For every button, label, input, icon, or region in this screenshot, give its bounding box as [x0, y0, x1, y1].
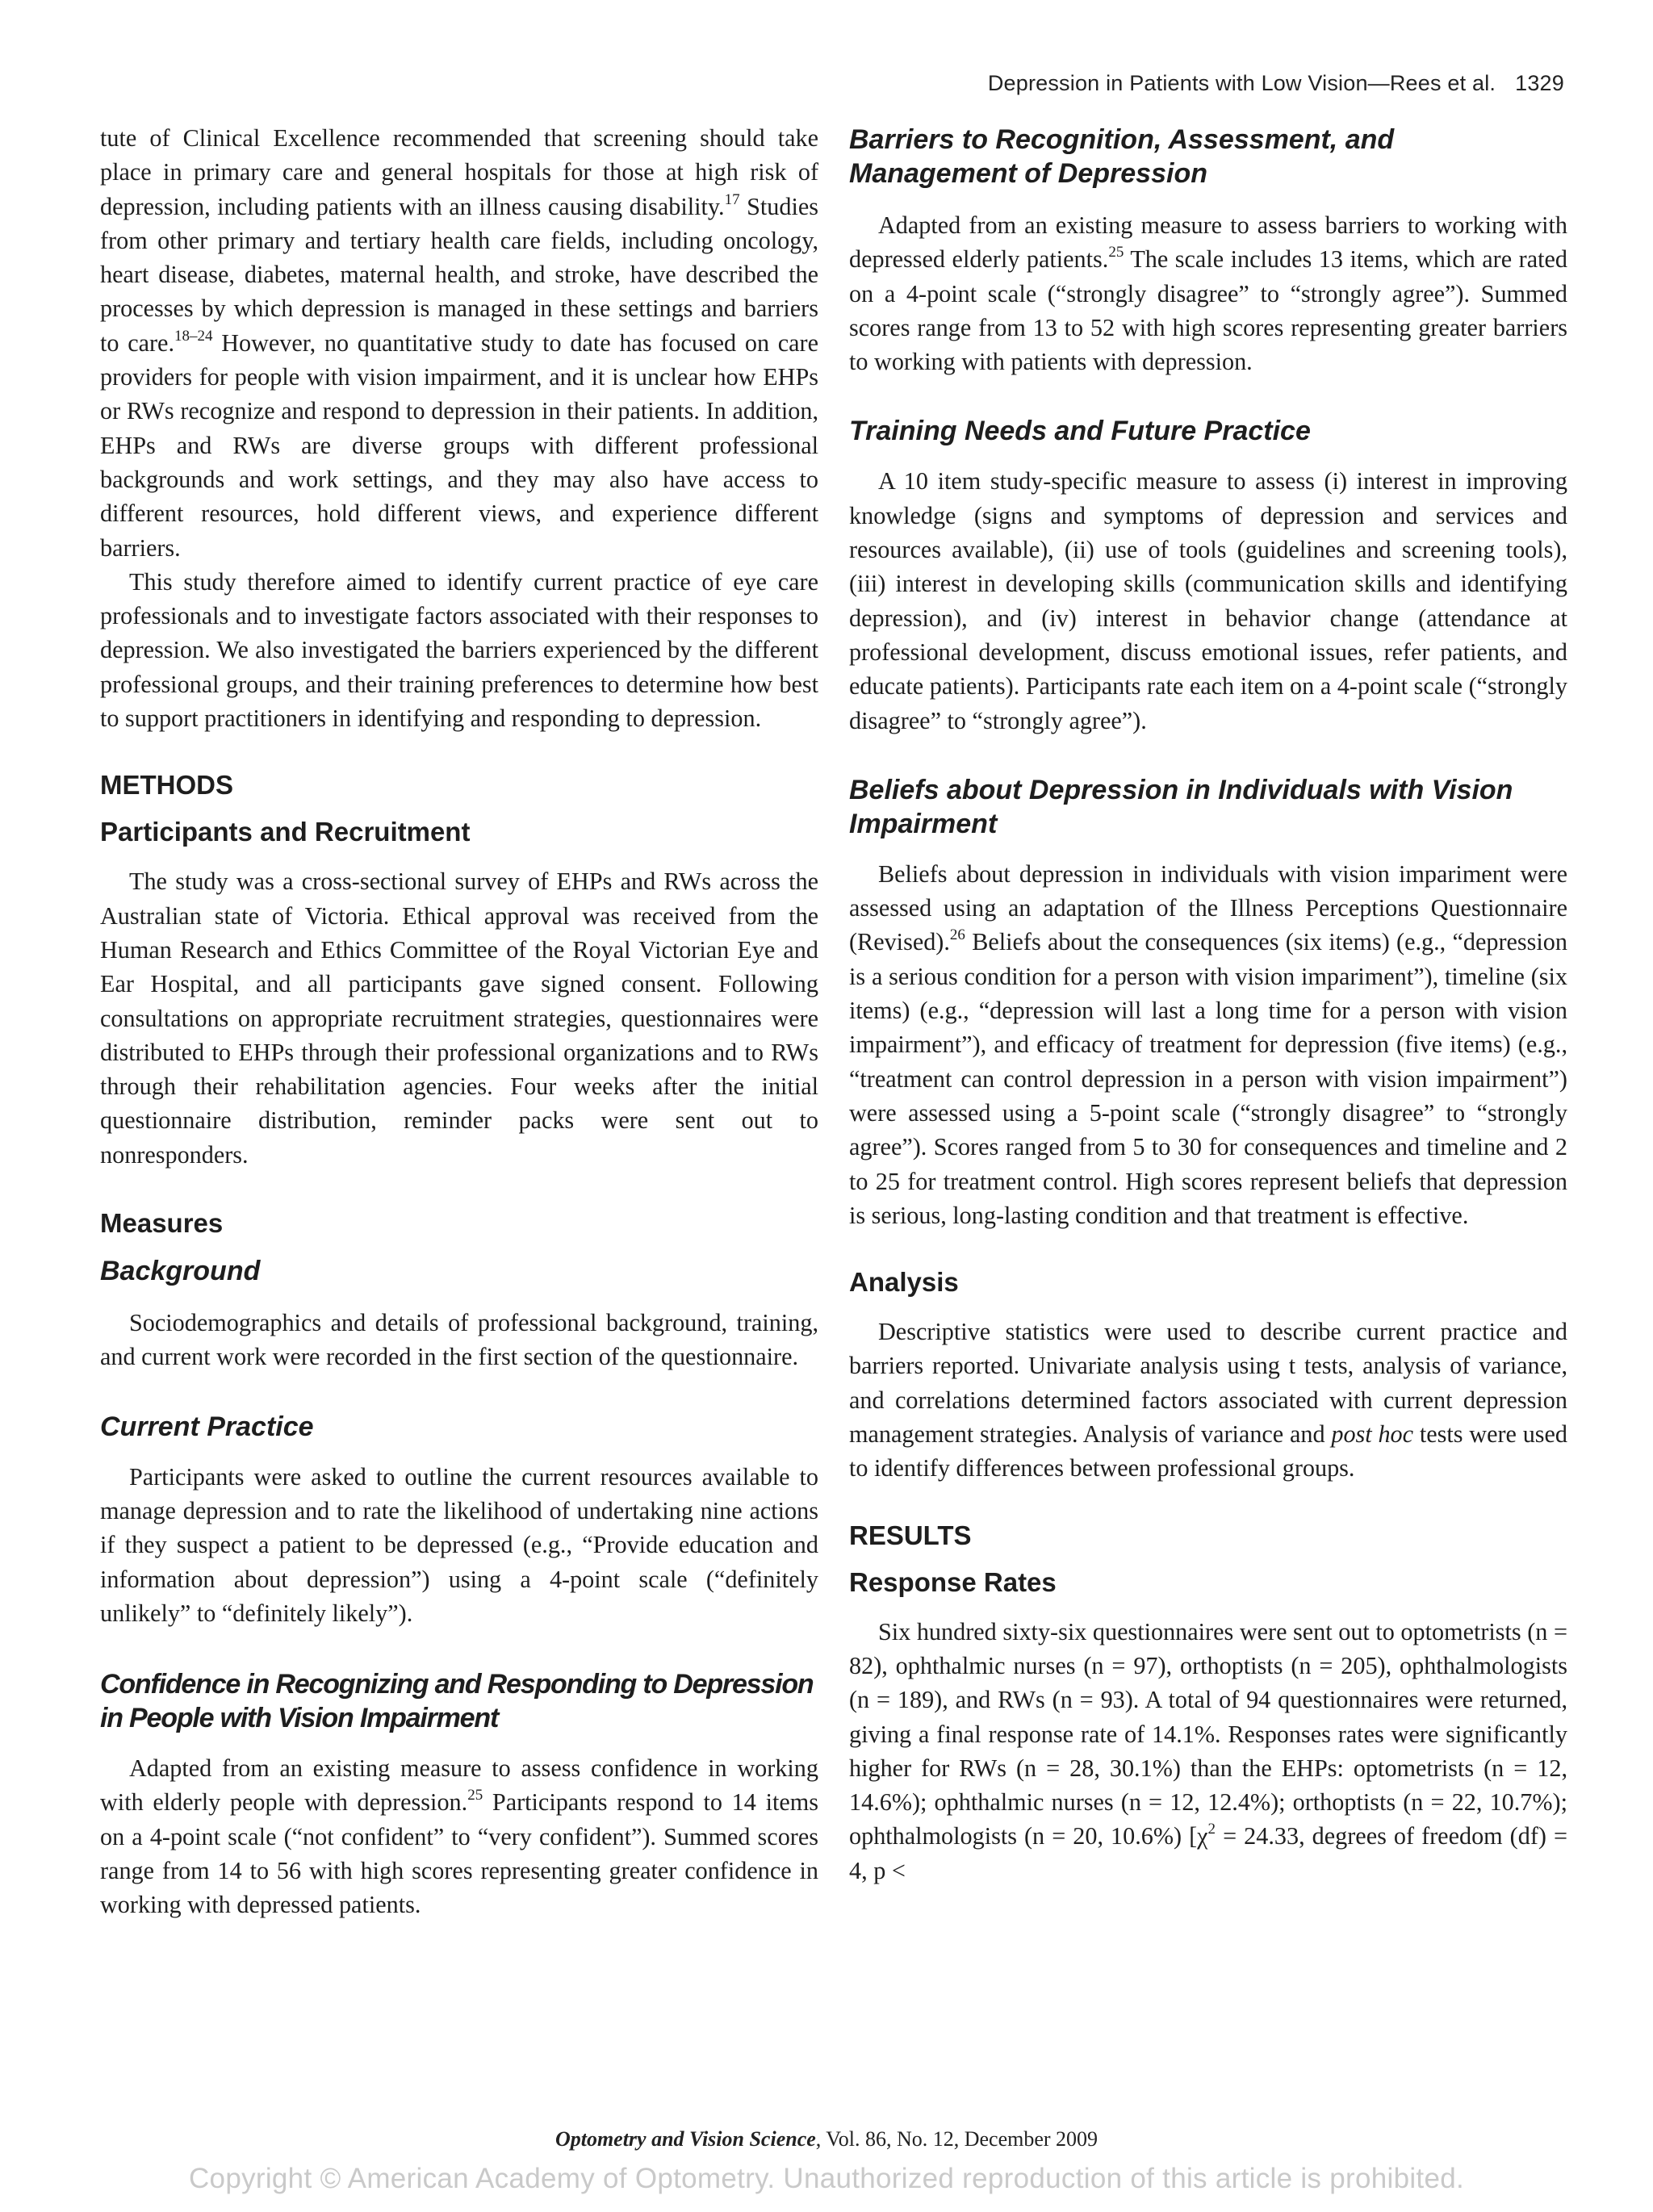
right-column — [849, 123, 1567, 1888]
paragraph-participants: The study was a cross-sectional survey of EHPs and RWs across the Australian state of Victoria. Ethical approval was received from the Human Research and Ethics Committee of the Royal Victorian Eye and Ear Hospital, and all participants gave signed consent. Following consultations on appropriate recruitment strategies, questionnaires were distributed to EHPs through their professional organizations and to RWs through their rehabilitation agencies. Four weeks after the initial questionnaire distribution, reminder packs were sent out to nonresponders. — [100, 868, 818, 1169]
citation-25[interactable]: 25 — [467, 1787, 483, 1804]
heading-barriers: Barriers to Recognition, Assessment, and Management of Depression — [849, 124, 1395, 189]
citation-25[interactable]: 25 — [1108, 244, 1124, 261]
left-column — [100, 121, 818, 1922]
heading-training: Training Needs and Future Practice — [849, 416, 1311, 447]
journal-footer — [0, 2127, 1653, 2151]
citation-17[interactable]: 17 — [724, 190, 740, 208]
heading-background: Background — [100, 1256, 261, 1287]
copyright-watermark: Copyright © American Academy of Optometry. Unauthorized reproduction of this article is prohibited. — [188, 2163, 1465, 2194]
heading-methods: METHODS — [100, 770, 233, 801]
paragraph-beliefs: Beliefs about depression in individuals with vision impariment were assessed using an adaptation of the Illness Perceptions Questionnaire (Revised).$^{26}$ Beliefs about the consequences (six items) (e.g., “depression is a serious condition for a person with vision impariment”), timeline (six items) (e.g., “depression will last a long time for a person with vision impairment”), and efficacy of treatment for depression (five items) (e.g., “treatment can control depression in a person with vision impairment”) were assessed using a 5-point scale (“strongly disagree” to “strongly agree”). Scores ranged from 5 to 30 for consequences and timeline and 2 to 25 for treatment control. High scores represent beliefs that depression is serious, long-lasting condition and that treatment is effective. — [849, 859, 1567, 1229]
paragraph-confidence: Adapted from an existing measure to assess confidence in working with elderly people with depression.$^{25}$ Participants respond to 14 items on a 4-point scale (“not confident” to “very confident”). Summed scores range from 14 to 56 with high scores representing greater confidence in working with depressed patients. — [100, 1754, 818, 1919]
journal-issue: , Vol. 86, No. 12, December 2009 — [815, 2127, 1099, 2151]
journal-name: Optometry and Vision Science — [554, 2127, 816, 2151]
heading-participants: Participants and Recruitment — [100, 817, 471, 847]
paragraph-analysis: Descriptive statistics were used to describe current practice and barriers reported. Univariate analysis using t tests, analysis of variance, and correlations determined factors associated with current depression management strategies. Analysis of variance and post hoc tests were used to identify differences between professional groups. — [849, 1318, 1568, 1482]
heading-analysis: Analysis — [849, 1267, 959, 1298]
heading-confidence: Confidence in Recognizing and Responding to Depression in People with Vision Impairment — [100, 1669, 814, 1734]
running-head-title: Depression in Patients with Low Vision—Rees et al. — [987, 71, 1496, 95]
paragraph-intro-continuation: tute of Clinical Excellence recommended that screening should take place in primary care and general hospitals for those at high risk of depression, including patients with an illness causing disability.$^{17}$ Studies from other primary and tertiary health care fields, including oncology, heart disease, diabetes, maternal health, and stroke, have described the processes by which depression is managed in these settings and barriers to care.$^{18-24}$ However, no quantitative study to date has focused on care providers for people with vision impairment, and it is unclear how EHPs or RWs recognize and respond to depression in their patients. In addition, EHPs and RWs are diverse groups with different professional backgrounds and work settings, and they may also have access to different resources, hold different views, and experience different barriers. — [100, 124, 819, 562]
running-head — [988, 71, 1564, 96]
paragraph-current-practice: Participants were asked to outline the current resources available to manage depression and to rate the likelihood of undertaking nine actions if they suspect a patient to be depressed (e.g., “Provide education and information about depression”) using a 4-point scale (“definitely unlikely” to “definitely likely”). — [100, 1462, 818, 1627]
heading-measures: Measures — [100, 1208, 224, 1239]
heading-current-practice: Current Practice — [100, 1411, 314, 1442]
paragraph-training: A 10 item study-specific measure to assess (i) interest in improving knowledge (signs and symptoms of depression and services and resources available), (ii) use of tools (guidelines and screening tools), (iii) interest in developing skills (communication skills and identifying depression), and (iv) interest in behavior change (attendance at professional development, discuss emotional issues, refer patients, and educate patients). Participants rate each item on a 4-point scale (“strongly disagree” to “strongly agree”). — [849, 467, 1567, 734]
paragraph-aim: This study therefore aimed to identify current practice of eye care professionals and to investigate factors associated with their responses to depression. We also investigated the barriers experienced by the different professional groups, and their training preferences to determine how best to support practitioners in identifying and responding to depression. — [100, 567, 818, 733]
heading-response-rates: Response Rates — [849, 1566, 1057, 1597]
heading-beliefs: Beliefs about Depression in Individuals with Vision Impairment — [849, 774, 1513, 839]
paragraph-barriers: Adapted from an existing measure to assess barriers to working with depressed elderly patients.$^{25}$ The scale includes 13 items, which are rated on a 4-point scale (“strongly disagree” to “strongly agree”). Summed scores range from 13 to 52 with high scores representing greater barriers to working with patients with depression. — [849, 211, 1567, 376]
paragraph-background: Sociodemographics and details of professional background, training, and current work were recorded in the first section of the questionnaire. — [100, 1309, 818, 1371]
page-number: 1329 — [1515, 71, 1564, 95]
paragraph-response-rates: Six hundred sixty-six questionnaires were sent out to optometrists (n = 82), ophthalmic nurses (n = 97), orthoptists (n = 205), ophthalmologists (n = 189), and RWs (n = 93). A total of 94 questionnaires were returned, giving a final response rate of 14.1%. Responses rates were significantly higher for RWs (n = 28, 30.1%) than the EHPs: optometrists (n = 12, 14.6%); ophthalmic nurses (n = 12, 12.4%); orthoptists (n = 22, 10.7%); ophthalmologists (n = 20, 10.6%) [$\chi^2 = 24.33$, degrees of freedom (df) = 4, p < — [849, 1617, 1567, 1884]
citation-26[interactable]: 26 — [949, 926, 965, 944]
citation-18-24[interactable]: 18–24 — [174, 327, 213, 345]
heading-results: RESULTS — [849, 1520, 972, 1550]
